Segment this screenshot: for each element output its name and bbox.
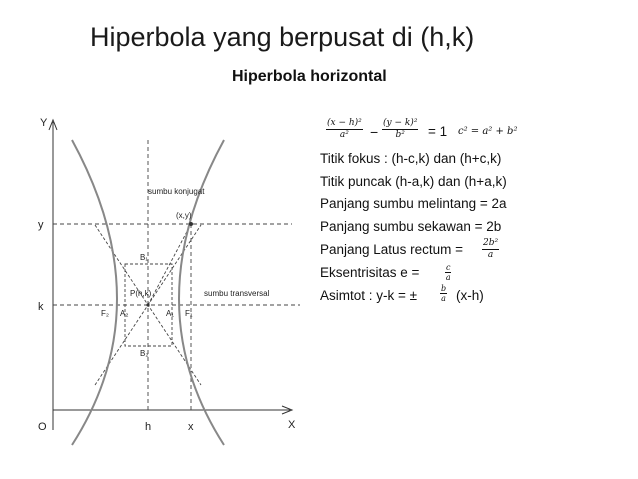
hyperbola-left-branch: [72, 140, 117, 445]
sumbu-transversal-label: sumbu transversal: [204, 289, 270, 298]
term1-numerator: (x − h)²: [327, 118, 362, 128]
property-latus-rectum: Panjang Latus rectum =: [320, 242, 463, 257]
axis-x-label: X: [288, 419, 296, 431]
latus-numerator: 2b²: [483, 238, 499, 248]
x-label: x: [188, 421, 194, 433]
origin-label: O: [38, 421, 47, 433]
property-sumbu-melintang: Panjang sumbu melintang = 2a: [320, 196, 507, 211]
b1-label: B₁: [140, 253, 149, 262]
focus-f2-label: F₂: [101, 309, 109, 318]
vertex-a1-label: A₁: [166, 309, 175, 318]
center-label: P(h,k): [130, 289, 152, 298]
h-label: h: [145, 421, 152, 433]
segment-p-to-point: [148, 224, 191, 305]
k-level-label: k: [38, 301, 44, 313]
asimtot-fraction: [440, 284, 447, 303]
hyperbola-diagram: [0, 100, 310, 450]
page-subtitle: Hiperbola horizontal: [232, 68, 387, 85]
property-asimtot: Asimtot : y-k = ±: [320, 288, 418, 303]
property-sumbu-sekawan: Panjang sumbu sekawan = 2b: [320, 219, 502, 234]
asim-denominator: a: [441, 294, 446, 303]
term2-numerator: (y − k)²: [383, 118, 418, 128]
property-puncak: Titik puncak (h-a,k) dan (h+a,k): [320, 174, 507, 189]
eks-numerator: c: [446, 263, 451, 272]
axis-y-label: Y: [40, 117, 48, 129]
point-xy-marker: [189, 222, 193, 226]
latus-denominator: a: [487, 250, 494, 260]
equation-minus: −: [370, 124, 379, 140]
term2-denominator: b²: [395, 130, 405, 140]
center-marker: [146, 303, 149, 306]
vertex-a2-label: A₂: [120, 309, 129, 318]
property-asimtot-tail: (x-h): [456, 288, 484, 303]
point-xy-label: (x,y): [176, 211, 192, 220]
focus-f1-label: F₁: [185, 309, 193, 318]
equation-term2: [382, 118, 418, 141]
equation-equals: = 1: [428, 124, 448, 139]
y-level-label: y: [38, 219, 44, 231]
asim-numerator: b: [441, 284, 447, 293]
property-fokus: Titik fokus : (h-c,k) dan (h+c,k): [320, 151, 502, 166]
equation-term1: [326, 118, 363, 141]
term1-denominator: a²: [339, 130, 349, 140]
property-eksentrisitas: Eksentrisitas e =: [320, 265, 420, 280]
eksentrisitas-fraction: [445, 263, 451, 282]
latus-rectum-fraction: [482, 238, 499, 261]
equation-relation: c² = a² + b²: [458, 126, 518, 137]
b2-label: B₂: [140, 349, 149, 358]
page-title: Hiperbola yang berpusat di (h,k): [90, 22, 475, 52]
eks-denominator: a: [445, 273, 451, 282]
sumbu-konjugat-label: sumbu konjugat: [148, 187, 205, 196]
